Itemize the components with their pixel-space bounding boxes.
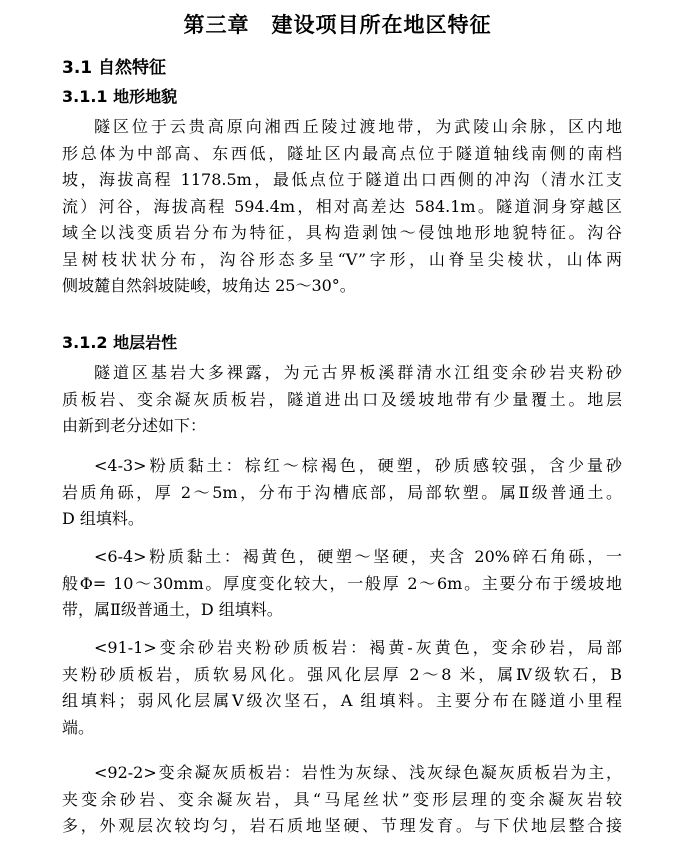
text-line: 质板岩、变余凝灰质板岩，隧道进出口及缓坡地带有少量覆土。地层: [62, 389, 622, 409]
text-line: 般Φ= 10～30mm。厚度变化较大，一般厚 2～6m。主要分布于缓坡地: [62, 573, 622, 593]
text-line: 形总体为中部高、东西低，隧址区内最高点位于隧道轴线南侧的南档: [62, 143, 622, 163]
text-line: 夹变余砂岩、变余凝灰岩，具“马尾丝状”变形层理的变余凝灰岩较: [62, 789, 622, 809]
chapter-title: 第三章 建设项目所在地区特征: [183, 13, 492, 37]
text-line: 组填料；弱风化层属Ⅴ级次坚石，A 组填料。主要分布在隧道小里程: [62, 691, 622, 710]
paragraph-layer-92-2: [62, 760, 622, 840]
text-line: 流）河谷，海拔高程 594.4m，相对高差达 584.1m。隧道洞身穿越区: [62, 196, 622, 216]
text-line: 岩质角砾，厚 2～5m，分布于沟槽底部，局部软塑。属Ⅱ级普通土。: [62, 482, 622, 502]
text-line: 端。: [62, 717, 95, 737]
text-line: 隧道区基岩大多裸露，为元古界板溪群清水江组变余砂岩夹粉砂: [94, 363, 622, 382]
text-line: 隧区位于云贵高原向湘西丘陵过渡地带，为武陵山余脉，区内地: [94, 117, 622, 136]
paragraph-stratigraphy-intro: [62, 360, 622, 440]
text-line: 坡，海拔高程 1178.5m，最低点位于隧道出口西侧的冲沟（清水江支: [62, 170, 622, 189]
text-line: 带，属Ⅱ级普通土，D 组填料。: [62, 600, 283, 619]
text-line: 多，外观层次较均匀，岩石质地坚硬、节理发育。与下伏地层整合接: [62, 816, 622, 835]
text-line: <6-4>粉质黏土：褐黄色，硬塑～坚硬，夹含 20%碎石角砾，一: [94, 547, 622, 566]
paragraph-topography: [62, 114, 622, 300]
text-line: 侧坡麓自然斜坡陡峻，坡角达 25～30°。: [62, 276, 356, 295]
text-line: 呈树枝状状分布，沟谷形态多呈“V”字形，山脊呈尖棱状，山体两: [62, 249, 622, 269]
text-line: 域全以浅变质岩分布为特征，具构造剥蚀～侵蚀地形地貌特征。沟谷: [62, 223, 622, 242]
paragraph-layer-6-4: [62, 544, 622, 624]
text-line: 由新到老分述如下：: [62, 416, 207, 435]
text-line: 夹粉砂质板岩，质软易风化。强风化层厚 2～8 米，属Ⅳ级软石，B: [62, 664, 622, 684]
subsection-heading-topography: 3.1.1 地形地貌: [62, 87, 178, 106]
paragraph-layer-91-1: [62, 635, 622, 741]
subsection-heading-stratigraphy: 3.1.2 地层岩性: [62, 333, 178, 352]
text-line: D 组填料。: [62, 509, 144, 528]
text-line: <4-3>粉质黏土：棕红～棕褐色，硬塑，砂质感较强，含少量砂: [94, 456, 622, 475]
text-line: <92-2>变余凝灰质板岩：岩性为灰绿、浅灰绿色凝灰质板岩为主，: [94, 763, 622, 782]
text-line: <91-1>变余砂岩夹粉砂质板岩：褐黄-灰黄色，变余砂岩，局部: [94, 638, 622, 657]
paragraph-layer-4-3: [62, 453, 622, 533]
section-heading-natural-features: 3.1 自然特征: [62, 58, 167, 78]
